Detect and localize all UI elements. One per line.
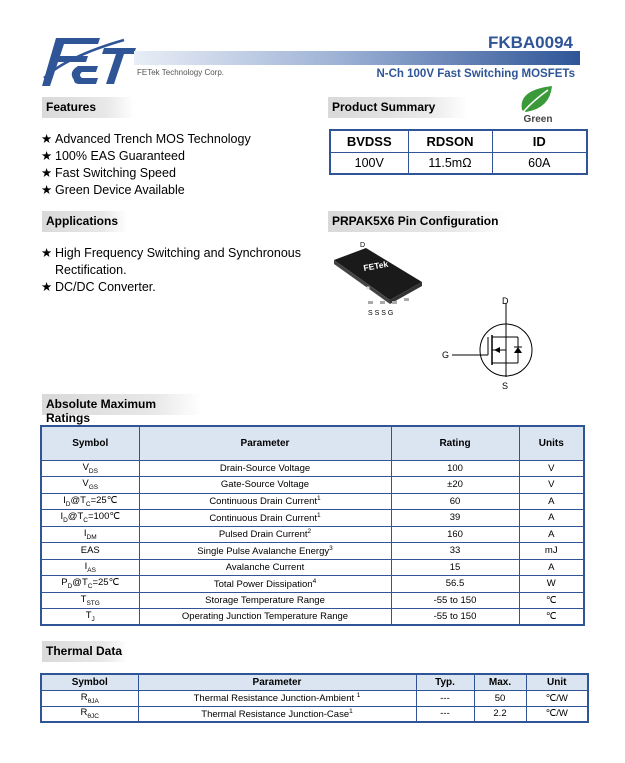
- unit-cell: ℃: [519, 609, 584, 626]
- symbol-text: I: [83, 527, 87, 539]
- rating-cell: 15: [391, 559, 519, 576]
- rating-cell: -55 to 150: [391, 592, 519, 609]
- symbol-subscript: θJC: [87, 713, 99, 721]
- unit-cell: mJ: [519, 543, 584, 560]
- parameter-cell: [139, 493, 391, 510]
- symbol-subscript: C: [85, 500, 91, 508]
- list-item: ★ DC/DC Converter.: [41, 280, 156, 294]
- table-row: [41, 426, 584, 460]
- parameter-cell: [139, 477, 391, 494]
- symbol-text: EAS: [80, 545, 100, 557]
- package-image: [328, 238, 428, 318]
- typ-cell: ---: [416, 706, 474, 722]
- fetek-logo: [38, 32, 138, 88]
- symbol-text: I: [60, 511, 64, 523]
- parameter-text: Continuous Drain Current: [209, 496, 318, 508]
- symbol-cell: [41, 460, 139, 477]
- table-row: [41, 609, 584, 626]
- symbol-subscript: D: [63, 517, 68, 525]
- parameter-cell: [139, 576, 391, 593]
- rating-cell: -55 to 150: [391, 609, 519, 626]
- chip-pin-d: D: [360, 242, 366, 249]
- thermal-heading: Thermal Data: [42, 641, 128, 662]
- product-summary-heading: Product Summary: [328, 97, 468, 118]
- table-row: [41, 559, 584, 576]
- list-item: ★ Fast Switching Speed: [41, 166, 176, 180]
- header-bar: [134, 51, 580, 65]
- symbol-subscript: DS: [88, 467, 98, 475]
- pin-config-heading: PRPAK5X6 Pin Configuration: [328, 211, 508, 232]
- table-row: [41, 690, 588, 706]
- symbol-subscript: D: [67, 583, 73, 591]
- green-leaf-icon: [512, 84, 564, 124]
- parameter-cell: [139, 609, 391, 626]
- symbol-cell: [41, 559, 139, 576]
- mosfet-symbol: [438, 295, 533, 390]
- table-header: Parameter: [138, 674, 416, 690]
- list-item: Rectification.: [55, 263, 127, 277]
- symbol-text: V: [82, 478, 89, 490]
- green-label: Green: [523, 114, 553, 124]
- table-row: [41, 493, 584, 510]
- rating-cell: 160: [391, 526, 519, 543]
- unit-cell: ℃/W: [526, 690, 588, 706]
- table-header: Symbol: [41, 674, 138, 690]
- parameter-text: Operating Junction Temperature Range: [181, 611, 349, 622]
- symbol-text: V: [82, 461, 89, 473]
- symbol-cell: [41, 609, 139, 626]
- table-header: ID: [492, 130, 587, 152]
- symbol-cell: [41, 690, 138, 706]
- parameter-cell: [138, 706, 416, 722]
- parameter-cell: [139, 559, 391, 576]
- features-heading: Features: [42, 97, 134, 118]
- table-header: Rating: [391, 426, 519, 460]
- symbol-cell: [41, 510, 139, 527]
- product-summary-table: [329, 129, 588, 175]
- list-item: ★ 100% EAS Guaranteed: [41, 149, 185, 163]
- abs-max-heading: Absolute Maximum Ratings: [42, 394, 202, 415]
- symbol-cell: [41, 592, 139, 609]
- symbol-subscript: DM: [86, 533, 97, 541]
- footnote-ref: 4: [312, 577, 317, 585]
- table-row: [41, 592, 584, 609]
- part-subtitle: N-Ch 100V Fast Switching MOSFETs: [376, 68, 575, 80]
- unit-cell: A: [519, 510, 584, 527]
- rating-cell: ±20: [391, 477, 519, 494]
- parameter-text: Avalanche Current: [225, 561, 305, 573]
- symbol-d: D: [502, 296, 509, 306]
- unit-cell: V: [519, 460, 584, 477]
- symbol-subscript: C: [87, 583, 93, 591]
- symbol-text: @T: [72, 577, 88, 589]
- parameter-text: Pulsed Drain Current: [218, 529, 308, 541]
- table-header: Symbol: [41, 426, 139, 460]
- footnote-ref: 3: [329, 544, 333, 552]
- symbol-text: =100℃: [87, 511, 121, 523]
- footnote-ref: 1: [349, 707, 353, 715]
- table-header: Parameter: [139, 426, 391, 460]
- table-row: [41, 674, 588, 690]
- table-header: Units: [519, 426, 584, 460]
- symbol-text: R: [80, 707, 88, 719]
- symbol-text: @T: [67, 511, 84, 523]
- parameter-text: Single Pulse Avalanche Energy: [197, 545, 330, 557]
- table-header: BVDSS: [330, 130, 408, 152]
- unit-cell: A: [519, 559, 584, 576]
- symbol-subscript: C: [83, 517, 88, 525]
- symbol-subscript: θJA: [87, 697, 99, 705]
- list-item: ★ High Frequency Switching and Synchronous: [41, 246, 301, 260]
- parameter-text: Storage Temperature Range: [205, 594, 325, 606]
- symbol-cell: [41, 526, 139, 543]
- parameter-cell: [139, 460, 391, 477]
- parameter-text: Drain-Source Voltage: [219, 462, 311, 474]
- applications-heading: Applications: [42, 211, 128, 232]
- features-list: [41, 131, 251, 199]
- max-cell: 50: [474, 690, 526, 706]
- symbol-cell: [41, 576, 139, 593]
- symbol-subscript: J: [91, 615, 95, 623]
- chip-label: FETek: [362, 258, 389, 273]
- table-cell: 11.5mΩ: [408, 152, 492, 174]
- table-row: [41, 576, 584, 593]
- symbol-text: P: [61, 577, 68, 589]
- symbol-text: =25℃: [92, 577, 120, 589]
- symbol-cell: [41, 543, 139, 560]
- list-item: ★ Advanced Trench MOS Technology: [41, 132, 251, 146]
- symbol-text: @T: [70, 494, 86, 506]
- table-header: Max.: [474, 674, 526, 690]
- table-row: [41, 510, 584, 527]
- table-row: [330, 130, 587, 152]
- parameter-text: Gate-Source Voltage: [220, 479, 310, 491]
- rating-cell: 39: [391, 510, 519, 527]
- symbol-cell: [41, 706, 138, 722]
- table-row: [41, 543, 584, 560]
- parameter-cell: [138, 690, 416, 706]
- table-header: Typ.: [416, 674, 474, 690]
- footnote-ref: 1: [317, 495, 321, 503]
- company-name: FETek Technology Corp.: [137, 68, 225, 77]
- abs-max-table: [40, 425, 585, 626]
- rating-cell: 60: [391, 493, 519, 510]
- unit-cell: W: [519, 576, 584, 593]
- table-header: RDSON: [408, 130, 492, 152]
- parameter-cell: [139, 510, 391, 527]
- table-header: Unit: [526, 674, 588, 690]
- max-cell: 2.2: [474, 706, 526, 722]
- chip-pins: S S S G: [368, 310, 394, 317]
- symbol-text: I: [84, 560, 88, 572]
- typ-cell: ---: [416, 690, 474, 706]
- parameter-text: Continuous Drain Current: [209, 512, 318, 524]
- thermal-table: [40, 673, 589, 723]
- rating-cell: 56.5: [391, 576, 519, 593]
- part-number: FKBA0094: [487, 33, 573, 52]
- table-row: [41, 706, 588, 722]
- rating-cell: 100: [391, 460, 519, 477]
- list-item: ★ Green Device Available: [41, 183, 185, 197]
- table-row: [41, 460, 584, 477]
- table-cell: 60A: [492, 152, 587, 174]
- symbol-subscript: STG: [86, 599, 100, 607]
- symbol-g: G: [442, 350, 450, 360]
- table-cell: 100V: [330, 152, 408, 174]
- symbol-text: T: [80, 593, 87, 605]
- symbol-subscript: AS: [87, 566, 96, 574]
- parameter-cell: [139, 592, 391, 609]
- unit-cell: ℃: [519, 592, 584, 609]
- unit-cell: ℃/W: [526, 706, 588, 722]
- symbol-subscript: GS: [88, 484, 99, 492]
- table-row: [330, 152, 587, 174]
- parameter-text: Total Power Dissipation: [213, 578, 313, 590]
- rating-cell: 33: [391, 543, 519, 560]
- symbol-cell: [41, 477, 139, 494]
- symbol-subscript: D: [65, 500, 71, 508]
- symbol-s: S: [502, 381, 509, 390]
- symbol-text: I: [63, 494, 66, 506]
- unit-cell: A: [519, 526, 584, 543]
- symbol-cell: [41, 493, 139, 510]
- unit-cell: A: [519, 493, 584, 510]
- symbol-text: R: [80, 691, 88, 703]
- footnote-ref: 2: [307, 528, 312, 536]
- symbol-text: T: [85, 610, 92, 622]
- table-row: [41, 526, 584, 543]
- parameter-cell: [139, 526, 391, 543]
- unit-cell: V: [519, 477, 584, 494]
- symbol-text: =25℃: [90, 494, 118, 506]
- table-row: [41, 477, 584, 494]
- footnote-ref: 1: [356, 691, 361, 699]
- footnote-ref: 1: [317, 511, 321, 519]
- parameter-text: Thermal Resistance Junction-Ambient: [193, 693, 357, 705]
- applications-list: [41, 245, 301, 296]
- parameter-text: Thermal Resistance Junction-Case: [201, 708, 350, 720]
- parameter-cell: [139, 543, 391, 560]
